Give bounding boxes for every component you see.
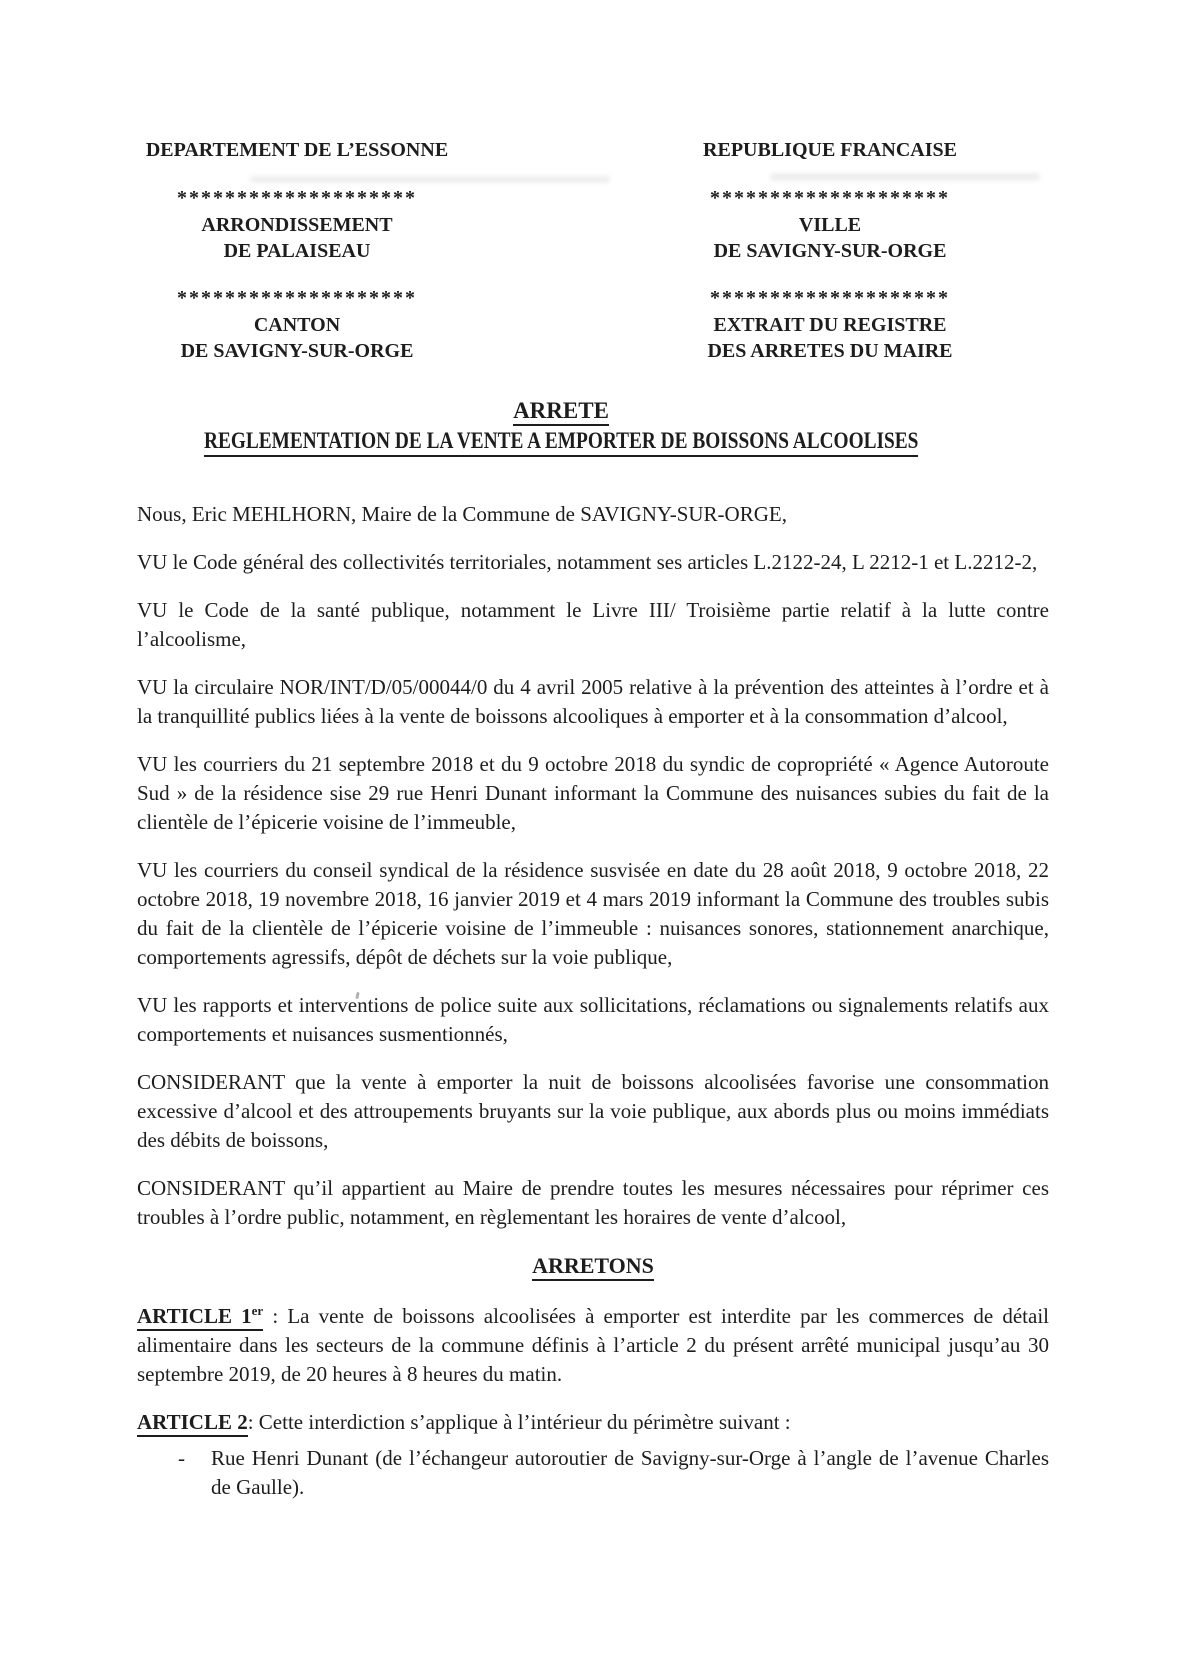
document-title xyxy=(0,398,1122,457)
article-1-superscript: er xyxy=(251,1303,264,1318)
extrait-line2: DES ARRETES DU MAIRE xyxy=(707,340,953,362)
ville-line1: VILLE xyxy=(798,214,862,236)
separator-stars: ******************** xyxy=(177,287,417,309)
arrondissement-line2: DE PALAISEAU xyxy=(223,240,371,262)
paragraph-nous: Nous, Eric MEHLHORN, Maire de la Commune de SAVIGNY-SUR-ORGE, xyxy=(137,502,787,526)
paragraph-vu-syndic: VU les courriers du 21 septembre 2018 et du 9 octobre 2018 du syndic de copropriété « Agence Autoroute Sud » de la résidence sise 29 rue Henri Dunant informant la Commune des nuisances subies du fait de la clientèle de l’épicerie voisine de l’immeuble, xyxy=(137,752,1049,834)
article-1-label: ARTICLE 1er xyxy=(137,1304,263,1331)
article-2 xyxy=(137,1408,1049,1437)
title-arrete: ARRETE xyxy=(513,398,609,426)
republique-title: REPUBLIQUE FRANCAISE xyxy=(703,139,957,161)
department-title: DEPARTEMENT DE L’ESSONNE xyxy=(145,139,449,161)
article-2-text: Cette interdiction s’applique à l’intérieur du périmètre suivant : xyxy=(258,1410,791,1434)
paragraph-considerant-1: CONSIDERANT que la vente à emporter la nuit de boissons alcoolisées favorise une consommation excessive d’alcool et des attroupements bruyants sur la voie publique, aux abords plus ou moins immédiats des débits de boissons, xyxy=(137,1070,1049,1152)
ville-block xyxy=(660,212,1000,264)
list-item-rue-henri-dunant xyxy=(137,1444,1049,1502)
header-right-column xyxy=(660,137,1000,385)
extrait-line1: EXTRAIT DU REGISTRE xyxy=(713,314,947,336)
arrondissement-line1: ARRONDISSEMENT xyxy=(201,214,393,236)
separator-stars: ******************** xyxy=(710,187,950,209)
article-1-text: La vente de boissons alcoolisées à emporter est interdite par les commerces de détail alimentaire dans les secteurs de la commune définis à l’article 2 du présent arrêté municipal jusqu’au 30 septembre 2019, de 20 heures à 8 heures du matin. xyxy=(137,1304,1050,1386)
list-item-text: Rue Henri Dunant (de l’échangeur autoroutier de Savigny-sur-Orge à l’angle de l’avenue Charles de Gaulle). xyxy=(211,1446,1049,1499)
article-2-label: ARTICLE 2 xyxy=(137,1410,248,1437)
separator-stars: ******************** xyxy=(177,187,417,209)
canton-line2: DE SAVIGNY-SUR-ORGE xyxy=(180,340,414,362)
header-left-column xyxy=(132,137,462,385)
article-1 xyxy=(137,1302,1049,1389)
paragraph-vu-circulaire: VU la circulaire NOR/INT/D/05/00044/0 du 4 avril 2005 relative à la prévention des atteintes à l’ordre et à la tranquillité publics liées à la vente de boissons alcooliques à emporter et à la consommation d’alcool, xyxy=(137,675,1049,728)
paragraph-vu-sante: VU le Code de la santé publique, notamment le Livre III/ Troisième partie relatif à la lutte contre l’alcoolisme, xyxy=(137,598,1049,651)
extrait-block xyxy=(660,312,1000,364)
title-reglementation: REGLEMENTATION DE LA VENTE A EMPORTER DE BOISSONS ALCOOLISES xyxy=(204,428,918,457)
arrondissement-block xyxy=(132,212,462,264)
separator-stars: ******************** xyxy=(710,287,950,309)
document-body xyxy=(137,500,1049,1502)
canton-line1: CANTON xyxy=(253,314,341,336)
list-dash-marker: - xyxy=(178,1446,185,1470)
section-heading-arretons: ARRETONS xyxy=(137,1251,1049,1280)
article-2-separator: : xyxy=(247,1410,259,1434)
paragraph-vu-cgct: VU le Code général des collectivités territoriales, notamment ses articles L.2122-24, L 2212-1 et L.2212-2, xyxy=(137,550,1038,574)
paragraph-considerant-2: CONSIDERANT qu’il appartient au Maire de prendre toutes les mesures nécessaires pour réprimer ces troubles à l’ordre public, notamment, en règlementant les horaires de vente d’alcool, xyxy=(137,1176,1049,1229)
ville-line2: DE SAVIGNY-SUR-ORGE xyxy=(713,240,947,262)
paragraph-vu-police: VU les rapports et interventions de police suite aux sollicitations, réclamations ou signalements relatifs aux comportements et nuisances susmentionnés, xyxy=(137,993,1049,1046)
paragraph-vu-conseil: VU les courriers du conseil syndical de la résidence susvisée en date du 28 août 2018, 9 octobre 2018, 22 octobre 2018, 19 novembre 2018, 16 janvier 2019 et 4 mars 2019 informant la Commune des troubles subis du fait de la clientèle de l’épicerie voisine de l’immeuble : nuisances sonores, stationnement anarchique, comportements agressifs, dépôt de déchets sur la voie publique, xyxy=(137,858,1049,969)
canton-block xyxy=(132,312,462,364)
article-1-separator: : xyxy=(263,1304,288,1328)
